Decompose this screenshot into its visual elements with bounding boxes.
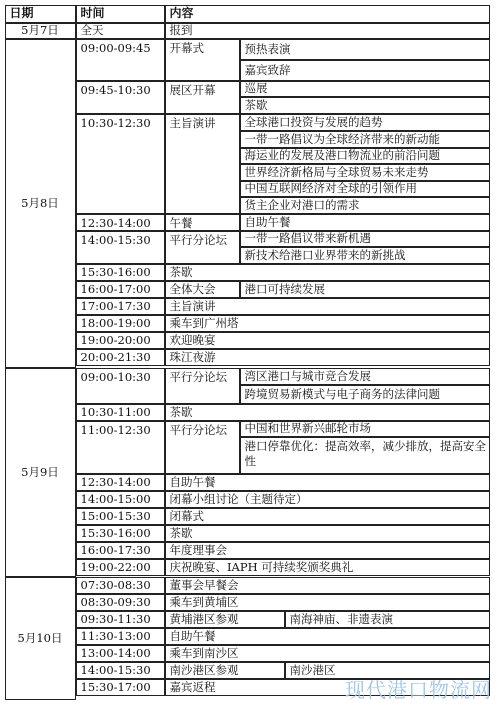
event-title: 闭幕式	[165, 508, 490, 525]
time-cell: 12:30-14:00	[76, 474, 165, 491]
event-item: 南海神庙、非遗表演	[285, 611, 490, 628]
event-item: 港口可持续发展	[240, 281, 490, 298]
event-title: 欢迎晚宴	[165, 332, 490, 349]
event-item: 港口停靠优化：提高效率，减少排放，提高安全性	[240, 437, 490, 474]
time-cell: 12:30-14:00	[76, 214, 165, 231]
time-cell: 20:00-21:30	[76, 349, 165, 366]
time-cell: 15:30-17:00	[76, 679, 165, 696]
event-title: 珠江夜游	[165, 349, 490, 366]
event-title: 报到	[165, 23, 490, 39]
day-label: 5月10日	[5, 577, 76, 700]
event-title: 开幕式	[165, 39, 240, 81]
time-cell: 13:00-14:00	[76, 645, 165, 662]
event-item: 湾区港口与城市竞合发展	[240, 368, 490, 385]
event-title: 乘车到南沙区	[165, 645, 490, 662]
time-cell: 09:45-10:30	[76, 81, 165, 114]
event-title: 午餐	[165, 214, 240, 231]
event-title: 茶歇	[165, 525, 490, 542]
time-cell: 19:00-22:00	[76, 559, 165, 576]
event-title: 黄埔港区参观	[165, 611, 285, 628]
time-cell: 15:30-16:00	[76, 264, 165, 281]
event-item: 新技术给港口业界带来的新挑战	[240, 247, 490, 264]
event-item: 货主企业对港口的需求	[240, 197, 490, 214]
time-cell: 11:30-13:00	[76, 628, 165, 645]
time-cell: 09:30-11:30	[76, 611, 165, 628]
event-item: 世界经济新格局与全球贸易未来走势	[240, 164, 490, 181]
time-cell: 14:00-15:00	[76, 491, 165, 508]
time-cell: 19:00-20:00	[76, 332, 165, 349]
time-cell: 08:30-09:30	[76, 594, 165, 611]
time-cell: 16:00-17:30	[76, 542, 165, 559]
event-item: 中国和世界新兴邮轮市场	[240, 421, 490, 437]
time-cell: 10:30-12:30	[76, 114, 165, 214]
event-title: 自助午餐	[165, 474, 490, 491]
time-cell: 15:30-16:00	[76, 525, 165, 542]
event-title: 闭幕小组讨论（主题待定）	[165, 491, 490, 508]
header-content: 内容	[165, 5, 490, 23]
time-cell: 09:00-10:30	[76, 368, 165, 404]
event-title: 茶歇	[165, 404, 490, 421]
event-title: 乘车到广州塔	[165, 315, 490, 332]
event-item: 南沙港区	[285, 662, 490, 679]
event-item: 一带一路倡议带来新机遇	[240, 231, 490, 247]
event-item: 预热表演	[240, 39, 490, 60]
time-cell: 全天	[76, 23, 165, 39]
event-title: 平行分论坛	[165, 231, 240, 264]
event-item: 全球港口投资与发展的趋势	[240, 114, 490, 131]
event-title: 南沙港区参观	[165, 662, 285, 679]
event-title: 展区开幕	[165, 81, 240, 114]
event-item: 嘉宾致辞	[240, 60, 490, 81]
time-cell: 11:00-12:30	[76, 421, 165, 474]
event-title: 平行分论坛	[165, 421, 240, 474]
event-title: 主旨演讲	[165, 298, 490, 315]
time-cell: 14:00-15:30	[76, 231, 165, 264]
time-cell: 18:00-19:00	[76, 315, 165, 332]
event-item: 茶歇	[240, 97, 490, 114]
event-title: 茶歇	[165, 264, 490, 281]
event-title: 年度理事会	[165, 542, 490, 559]
event-title: 自助午餐	[165, 628, 490, 645]
header-time: 时间	[76, 5, 165, 23]
time-cell: 14:00-15:30	[76, 662, 165, 679]
watermark: 现代港口物流网	[345, 678, 492, 702]
event-item: 自助午餐	[240, 214, 490, 231]
event-item: 中国互联网经济对全球的引领作用	[240, 181, 490, 197]
time-cell: 17:00-17:30	[76, 298, 165, 315]
event-title: 嘉宾返程	[165, 679, 490, 696]
event-item: 跨境贸易新模式与电子商务的法律问题	[240, 385, 490, 404]
day-label: 5月8日	[5, 39, 76, 368]
event-title: 主旨演讲	[165, 114, 240, 214]
day-label: 5月7日	[5, 23, 76, 39]
time-cell: 16:00-17:00	[76, 281, 165, 298]
event-title: 庆祝晚宴、IAPH 可持续奖颁奖典礼	[165, 559, 490, 576]
event-title: 平行分论坛	[165, 368, 240, 404]
event-item: 海运业的发展及港口物流业的前沿问题	[240, 148, 490, 164]
time-cell: 10:30-11:00	[76, 404, 165, 421]
event-title: 乘车到黄埔区	[165, 594, 490, 611]
event-item: 巡展	[240, 81, 490, 97]
event-title: 董事会早餐会	[165, 577, 490, 594]
event-item: 一带一路倡议为全球经济带来的新动能	[240, 131, 490, 148]
time-cell: 15:00-15:30	[76, 508, 165, 525]
event-title: 全体大会	[165, 281, 240, 298]
header-date: 日期	[5, 5, 76, 23]
time-cell: 07:30-08:30	[76, 577, 165, 594]
time-cell: 09:00-09:45	[76, 39, 165, 81]
day-label: 5月9日	[5, 368, 76, 577]
